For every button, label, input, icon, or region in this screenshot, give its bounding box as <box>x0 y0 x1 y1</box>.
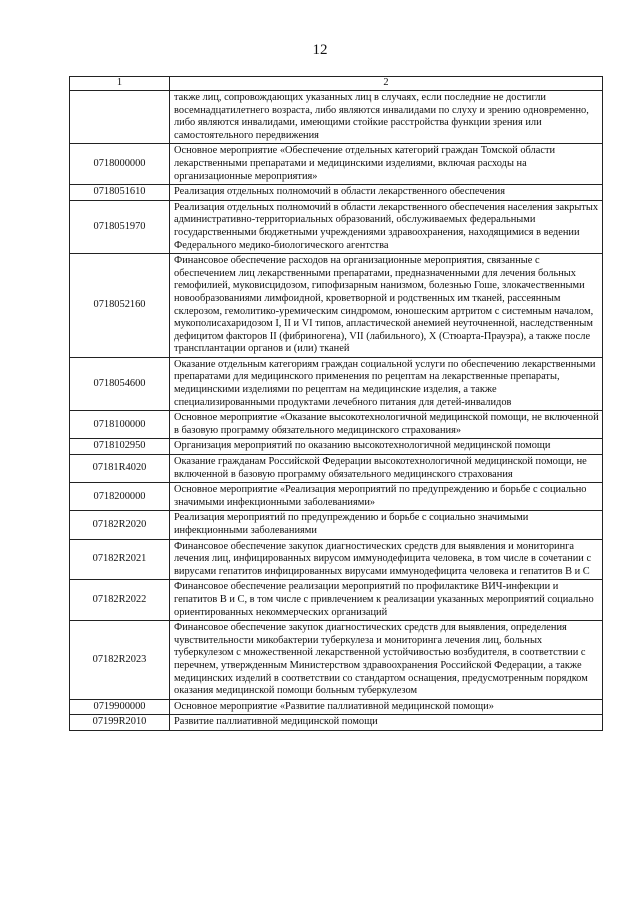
row-description: Основное мероприятие «Оказание высокотехнологичной медицинской помощи, не включенной в базовую программу обязательного медицинского страхования» <box>170 411 603 439</box>
budget-code-table <box>69 76 603 731</box>
row-description: Организация мероприятий по оказанию высокотехнологичной медицинской помощи <box>170 439 603 455</box>
table-row <box>70 357 603 410</box>
row-code: 0718054600 <box>70 357 170 410</box>
row-code: 07182R2020 <box>70 511 170 539</box>
table-row <box>70 91 603 144</box>
row-code: 0718102950 <box>70 439 170 455</box>
row-code: 0718052160 <box>70 254 170 358</box>
table-row <box>70 411 603 439</box>
table-row <box>70 539 603 580</box>
row-code: 0718100000 <box>70 411 170 439</box>
table-row <box>70 254 603 358</box>
table-row <box>70 621 603 700</box>
row-description: Финансовое обеспечение закупок диагностических средств для выявления и мониторинга лечения лиц, инфицированных вирусом иммунодефицита человека, в том числе в сочетании с вирусами гепатитов инфицированных вирусами иммунодефицита человека и гепатитов В и С <box>170 539 603 580</box>
table-row <box>70 455 603 483</box>
row-code: 07199R2010 <box>70 715 170 731</box>
table-header-row <box>70 77 603 91</box>
table-row <box>70 200 603 253</box>
page-number: 12 <box>312 42 328 58</box>
table-row <box>70 185 603 201</box>
row-description: Оказание гражданам Российской Федерации высокотехнологичной медицинской помощи, не включенной в базовую программу обязательного медицинского страхования <box>170 455 603 483</box>
row-description: Основное мероприятие «Реализация мероприятий по предупреждению и борьбе с социально значимыми инфекционными заболеваниями» <box>170 483 603 511</box>
row-code: 07182R2021 <box>70 539 170 580</box>
row-description: Основное мероприятие «Развитие паллиативной медицинской помощи» <box>170 699 603 715</box>
row-code <box>70 91 170 144</box>
row-code: 07182R2023 <box>70 621 170 700</box>
row-code: 0718051610 <box>70 185 170 201</box>
table-row <box>70 511 603 539</box>
table-row <box>70 144 603 185</box>
row-code: 0718051970 <box>70 200 170 253</box>
table-row <box>70 483 603 511</box>
row-code: 07181R4020 <box>70 455 170 483</box>
table-row <box>70 439 603 455</box>
row-description: Финансовое обеспечение закупок диагностических средств для выявления, определения чувствительности микобактерии туберкулеза и мониторинга лечения лиц, больных туберкулезом с множественной лекарственной устойчивостью возбудителя, в соответствии с перечнем, утвержденным Министерством здравоохранения Российской Федерации, а также медицинских изделий в соответствии со стандартом оснащения, предусмотренным порядком оказания медицинской помощи больным туберкулезом <box>170 621 603 700</box>
table-row <box>70 580 603 621</box>
row-description: также лиц, сопровождающих указанных лиц в случаях, если последние не достигли восемнадцатилетнего возраста, либо являются инвалидами по слуху и зрению одновременно, либо являются инвалидами, имеющими стойкие расстройства функции зрения или самостоятельного передвижения <box>170 91 603 144</box>
row-description: Реализация мероприятий по предупреждению и борьбе с социально значимыми инфекционными заболеваниями <box>170 511 603 539</box>
row-description: Финансовое обеспечение расходов на организационные мероприятия, связанные с обеспечением лиц лекарственными препаратами, предназначенными для лечения больных гемофилией, муковисцидозом, гипофизарным нанизмом, болезнью Гоше, злокачественными новообразованиями лимфоидной, кроветворной и родственных им тканей, рассеянным склерозом, гемолитико-уремическим синдромом, юношеским артритом с системным началом, мукополисахаридозом I, II и VI типов, апластической анемией неуточненной, наследственным дефицитом факторов II (фибриногена), VII (лабильного), X (Стюарта-Прауэра), а также после трансплантации органов и (или) тканей <box>170 254 603 358</box>
row-code: 07182R2022 <box>70 580 170 621</box>
table-row <box>70 715 603 731</box>
row-description: Реализация отдельных полномочий в области лекарственного обеспечения <box>170 185 603 201</box>
row-description: Оказание отдельным категориям граждан социальной услуги по обеспечению лекарственными препаратами для медицинского применения по рецептам на лекарственные препараты, медицинскими изделиями по рецептам на медицинские изделия, а также специализированными продуктами лечебного питания для детей-инвалидов <box>170 357 603 410</box>
row-description: Реализация отдельных полномочий в области лекарственного обеспечения населения закрытых административно-территориальных образований, обслуживаемых федеральными государственными бюджетными учреждениями здравоохранения, находящимися в ведении Федерального медико-биологического агентства <box>170 200 603 253</box>
row-description: Основное мероприятие «Обеспечение отдельных категорий граждан Томской области лекарственными препаратами и медицинскими изделиями, включая расходы на организационные мероприятия» <box>170 144 603 185</box>
row-description: Финансовое обеспечение реализации мероприятий по профилактике ВИЧ-инфекции и гепатитов В и С, в том числе с привлечением к реализации указанных мероприятий социально ориентированных некоммерческих организаций <box>170 580 603 621</box>
header-column-2: 2 <box>170 77 603 91</box>
table-row <box>70 699 603 715</box>
row-description: Развитие паллиативной медицинской помощи <box>170 715 603 731</box>
header-column-1: 1 <box>70 77 170 91</box>
row-code: 0718200000 <box>70 483 170 511</box>
row-code: 0719900000 <box>70 699 170 715</box>
row-code: 0718000000 <box>70 144 170 185</box>
